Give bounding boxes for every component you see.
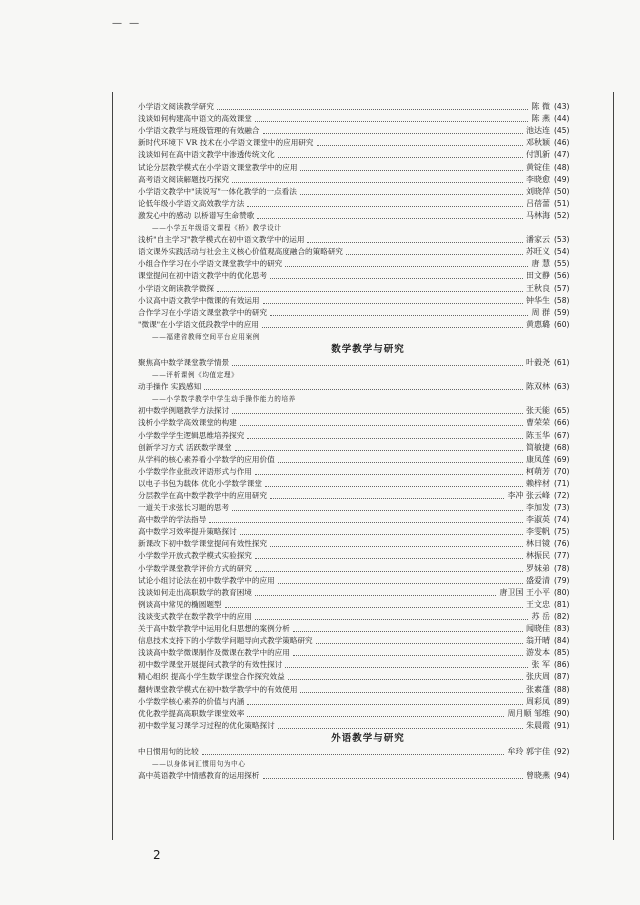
leader-dots bbox=[278, 462, 523, 463]
entry-title: 初中数学复习课学习过程的优化策略探讨 bbox=[138, 720, 275, 730]
entry-page: (80) bbox=[554, 587, 570, 597]
entry-author: 池达连 bbox=[526, 126, 550, 136]
leader-dots bbox=[317, 145, 524, 146]
entry-title: 一道关于求弦长习题的思考 bbox=[138, 503, 230, 513]
entry-author: 赖梓材 bbox=[526, 478, 550, 488]
entry-author: 刘晓萍 bbox=[526, 186, 550, 196]
entry-title: 浅谈如何走出高职数学的教育困境 bbox=[138, 587, 252, 597]
entry-subtitle: ——福建省教师空间平台应用案例 bbox=[152, 332, 260, 341]
entry-title: "微课"在小学语文低段教学中的应用 bbox=[138, 319, 259, 329]
leader-dots bbox=[247, 716, 504, 717]
entry-title: 高中数学习效率提升策略探讨 bbox=[138, 527, 237, 537]
leader-dots bbox=[240, 425, 523, 426]
entry-title: 合作学习在小学语文课堂教学中的研究 bbox=[138, 307, 268, 317]
entry-page: (81) bbox=[554, 599, 570, 609]
entry-page: (60) bbox=[554, 319, 570, 329]
leader-dots bbox=[300, 194, 523, 195]
entry-title: 高中英语教学中情感教育的运用探析 bbox=[138, 771, 260, 781]
toc-entry bbox=[138, 442, 598, 454]
entry-title: 聚焦高中数学课堂教学情景 bbox=[138, 357, 230, 367]
entry-author: 李晓愈 bbox=[526, 174, 550, 184]
entry-page: (45) bbox=[554, 126, 570, 136]
toc-entry bbox=[138, 405, 598, 417]
toc-entry bbox=[138, 319, 598, 331]
entry-page: (91) bbox=[554, 720, 570, 730]
toc-entry bbox=[138, 623, 598, 635]
entry-title: 高考语文阅读解题技巧探究 bbox=[138, 174, 230, 184]
entry-author: 张素蓬 bbox=[526, 684, 550, 694]
leader-dots bbox=[240, 534, 523, 535]
entry-page: (71) bbox=[554, 478, 570, 488]
toc-entry bbox=[138, 611, 598, 623]
entry-title: 小组合作学习在小学语文课堂教学中的研究 bbox=[138, 259, 283, 269]
toc-entry bbox=[138, 599, 598, 611]
entry-title: 浅析"自主学习"教学模式在初中语文教学中的运用 bbox=[138, 235, 305, 245]
leader-dots bbox=[285, 667, 528, 668]
entry-page: (89) bbox=[554, 696, 570, 706]
toc-entry bbox=[138, 113, 598, 125]
leader-dots bbox=[270, 498, 504, 499]
leader-dots bbox=[247, 438, 523, 439]
leader-dots bbox=[232, 413, 523, 414]
entry-page: (58) bbox=[554, 295, 570, 305]
toc-entry bbox=[138, 258, 598, 270]
entry-title: 新课改下初中数学课堂提问有效性探究 bbox=[138, 539, 268, 549]
leader-dots bbox=[300, 170, 523, 171]
toc-entry bbox=[138, 587, 598, 599]
leader-dots bbox=[278, 728, 523, 729]
entry-page: (86) bbox=[554, 660, 570, 670]
entry-title: 初中数学课堂开展提问式教学的有效性探讨 bbox=[138, 660, 283, 670]
entry-author: 陈 燕 bbox=[531, 114, 550, 124]
entry-title: 精心组织 提高小学生数学课堂合作探究效益 bbox=[138, 672, 285, 682]
toc-entry bbox=[138, 478, 598, 490]
entry-title: 小学语文教学与班级管理的有效融合 bbox=[138, 126, 260, 136]
entry-page: (76) bbox=[554, 539, 570, 549]
entry-page: (73) bbox=[554, 503, 570, 513]
entry-author: 付凯新 bbox=[526, 150, 550, 160]
entry-page: (49) bbox=[554, 174, 570, 184]
toc-entry bbox=[138, 282, 598, 294]
entry-page: (87) bbox=[554, 672, 570, 682]
leader-dots bbox=[257, 218, 523, 219]
entry-author: 康凤莲 bbox=[526, 454, 550, 464]
entry-title: 小学数学课堂教学评价方式的研究 bbox=[138, 563, 252, 573]
toc-entry bbox=[138, 149, 598, 161]
entry-author: 翁开晴 bbox=[526, 636, 550, 646]
toc-entry bbox=[138, 125, 598, 137]
entry-subtitle: ——小学五年级语文课程《桥》教学设计 bbox=[152, 223, 282, 232]
entry-page: (52) bbox=[554, 210, 570, 220]
entry-title: 创新学习方式 活跃数学课堂 bbox=[138, 442, 232, 452]
entry-page: (59) bbox=[554, 307, 570, 317]
entry-author: 周月顺 邹维 bbox=[507, 708, 550, 718]
toc-entry bbox=[138, 101, 598, 113]
leader-dots bbox=[293, 655, 523, 656]
toc-entry bbox=[138, 514, 598, 526]
entry-subtitle: ——评析课例《均值定理》 bbox=[152, 370, 239, 379]
entry-page: (47) bbox=[554, 150, 570, 160]
entry-page: (78) bbox=[554, 563, 570, 573]
entry-author: 张 军 bbox=[531, 660, 550, 670]
toc-entry bbox=[138, 683, 598, 695]
entry-author: 邓秋颖 bbox=[526, 138, 550, 148]
toc-entry bbox=[138, 417, 598, 429]
entry-page: (43) bbox=[554, 102, 570, 112]
entry-title: 小学数学开放式教学模式实验探究 bbox=[138, 551, 252, 561]
entry-author: 李冲 张云峰 bbox=[507, 491, 550, 500]
entry-author: 陈双林 bbox=[526, 382, 550, 392]
entry-page: (85) bbox=[554, 648, 570, 658]
entry-author: 钟华生 bbox=[526, 295, 550, 305]
entry-title: 例谈高中常见的椭圆题型 bbox=[138, 599, 222, 609]
entry-page: (69) bbox=[554, 454, 570, 464]
toc-entry bbox=[138, 357, 598, 369]
entry-page: (57) bbox=[554, 283, 570, 293]
entry-author: 林振民 bbox=[526, 551, 550, 561]
entry-page: (74) bbox=[554, 515, 570, 525]
leader-dots bbox=[346, 254, 523, 255]
entry-title: 信息技术支持下的小学数学问题导向式教学策略研究 bbox=[138, 636, 313, 646]
entry-title: 关于高中数学教学中运用化归思想的案例分析 bbox=[138, 624, 290, 634]
leader-dots bbox=[247, 206, 523, 207]
top-mark: — — bbox=[112, 18, 142, 29]
entry-title: 优化教学提高高职数学课堂效率 bbox=[138, 708, 245, 718]
entry-page: (51) bbox=[554, 198, 570, 208]
entry-title: 从学科的核心素养看小学数学的应用价值 bbox=[138, 454, 275, 464]
entry-title: 新时代环境下 VR 技术在小学语文课堂中的应用研究 bbox=[138, 138, 314, 148]
toc-entry bbox=[138, 746, 598, 758]
section-heading: 数学教学与研究 bbox=[331, 343, 405, 355]
entry-title: 动手操作 实践感知 bbox=[138, 382, 202, 392]
entry-page: (94) bbox=[554, 771, 570, 781]
leader-dots bbox=[209, 522, 523, 523]
entry-title: 分层教学在高中数学教学中的应用研究 bbox=[138, 491, 268, 500]
entry-author: 李加发 bbox=[526, 503, 550, 513]
entry-title: 浅析小学数学高效课堂的构建 bbox=[138, 418, 237, 428]
leader-dots bbox=[293, 631, 523, 632]
entry-page: (66) bbox=[554, 418, 570, 428]
toc-entry bbox=[138, 174, 598, 186]
toc-entry bbox=[138, 234, 598, 246]
page-number: 2 bbox=[153, 848, 161, 862]
leader-dots bbox=[247, 704, 523, 705]
leader-dots bbox=[232, 182, 523, 183]
toc-entry bbox=[138, 708, 598, 720]
toc-entry bbox=[138, 454, 598, 466]
toc-entry bbox=[138, 307, 598, 319]
entry-page: (84) bbox=[554, 636, 570, 646]
entry-author: 潘家云 bbox=[526, 235, 550, 245]
entry-author: 李雯帆 bbox=[526, 527, 550, 537]
entry-page: (67) bbox=[554, 430, 570, 440]
entry-author: 闻晓佳 bbox=[526, 624, 550, 634]
toc-entry bbox=[138, 575, 598, 587]
toc-entry bbox=[138, 635, 598, 647]
entry-title: 课堂提问在初中语文教学中的优化思考 bbox=[138, 271, 268, 281]
entry-page: (75) bbox=[554, 527, 570, 537]
entry-page: (44) bbox=[554, 114, 570, 124]
toc-entry bbox=[138, 295, 598, 307]
entry-author: 吕蓓蕾 bbox=[526, 198, 550, 208]
entry-author: 柯萌芳 bbox=[526, 466, 550, 476]
toc-entry bbox=[138, 526, 598, 538]
entry-author: 叶毅尧 bbox=[526, 357, 550, 367]
entry-page: (61) bbox=[554, 357, 570, 367]
leader-dots bbox=[217, 109, 529, 110]
leader-dots bbox=[300, 692, 523, 693]
entry-title: 小学数学学生逻辑思维培养探究 bbox=[138, 430, 245, 440]
leader-dots bbox=[285, 266, 528, 267]
entry-author: 简敏捷 bbox=[526, 442, 550, 452]
entry-page: (48) bbox=[554, 162, 570, 172]
toc-entry bbox=[138, 137, 598, 149]
toc-entry bbox=[138, 381, 598, 393]
entry-author: 游发本 bbox=[526, 648, 550, 658]
entry-page: (56) bbox=[554, 271, 570, 281]
entry-page: (90) bbox=[554, 708, 570, 718]
entry-page: (63) bbox=[554, 382, 570, 392]
leader-dots bbox=[278, 583, 523, 584]
entry-author: 张庆周 bbox=[526, 672, 550, 682]
entry-title: 浅谈变式教学在数学教学中的应用 bbox=[138, 611, 252, 621]
toc-entry bbox=[138, 490, 598, 502]
leader-dots bbox=[204, 389, 523, 390]
entry-page: (92) bbox=[554, 746, 570, 756]
leader-dots bbox=[255, 558, 523, 559]
leader-dots bbox=[316, 643, 523, 644]
entry-author: 王文忠 bbox=[526, 599, 550, 609]
leader-dots bbox=[263, 133, 524, 134]
entry-author: 曹荣荣 bbox=[526, 418, 550, 428]
leader-dots bbox=[255, 571, 523, 572]
toc-entry bbox=[138, 659, 598, 671]
leader-dots bbox=[217, 291, 523, 292]
entry-author: 苏 岳 bbox=[531, 611, 550, 621]
entry-page: (53) bbox=[554, 235, 570, 245]
entry-page: (77) bbox=[554, 551, 570, 561]
toc-entry bbox=[138, 770, 598, 782]
entry-author: 朱晨霞 bbox=[526, 720, 550, 730]
entry-title: 高中数学的学法指导 bbox=[138, 515, 207, 525]
leader-dots bbox=[255, 121, 529, 122]
entry-page: (65) bbox=[554, 406, 570, 416]
entry-author: 黄惠璐 bbox=[526, 319, 550, 329]
entry-page: (82) bbox=[554, 611, 570, 621]
entry-page: (72) bbox=[554, 491, 570, 500]
entry-page: (79) bbox=[554, 575, 570, 585]
entry-author: 牟玲 郭宇佳 bbox=[507, 746, 550, 756]
leader-dots bbox=[255, 619, 529, 620]
toc-entry bbox=[138, 210, 598, 222]
entry-title: 论低年级小学语文高效教学方法 bbox=[138, 198, 245, 208]
entry-title: 浅谈高中数学微课制作及微课在教学中的应用 bbox=[138, 648, 290, 658]
entry-page: (70) bbox=[554, 466, 570, 476]
entry-title: 小学语文教学中"读说写"一体化教学的一点看法 bbox=[138, 186, 297, 196]
leader-dots bbox=[235, 450, 523, 451]
leader-dots bbox=[270, 546, 523, 547]
toc-entry bbox=[138, 429, 598, 441]
entry-title: 小学语文朗读教学微探 bbox=[138, 283, 214, 293]
toc-entry bbox=[138, 186, 598, 198]
leader-dots bbox=[307, 242, 523, 243]
leader-dots bbox=[262, 327, 523, 328]
entry-title: 小学数学核心素养的价值与内涵 bbox=[138, 696, 245, 706]
entry-page: (55) bbox=[554, 259, 570, 269]
leader-dots bbox=[232, 365, 523, 366]
toc-entry bbox=[138, 270, 598, 282]
toc-entry bbox=[138, 696, 598, 708]
entry-title: 语文课外实践活动与社会主义核心价值观高度融合的策略研究 bbox=[138, 247, 344, 257]
toc-entry bbox=[138, 246, 598, 258]
entry-title: 试论小组讨论法在初中数学教学中的应用 bbox=[138, 575, 275, 585]
leader-dots bbox=[263, 303, 524, 304]
toc-entry bbox=[138, 466, 598, 478]
leader-dots bbox=[270, 278, 523, 279]
entry-title: 小议高中语文教学中微课的有效运用 bbox=[138, 295, 260, 305]
entry-author: 陈玉华 bbox=[526, 430, 550, 440]
entry-title: 激发心中的感动 以桥谱写生命赞歌 bbox=[138, 210, 255, 220]
toc-entry bbox=[138, 161, 598, 173]
leader-dots bbox=[232, 510, 523, 511]
entry-title: 初中数学例题教学方法探讨 bbox=[138, 406, 230, 416]
toc-entry bbox=[138, 671, 598, 683]
table-of-contents bbox=[138, 101, 598, 782]
entry-title: 翻转课堂教学模式在初中数学教学中的有效使用 bbox=[138, 684, 298, 694]
toc-entry bbox=[138, 720, 598, 732]
entry-title: 试论分层教学模式在小学语文课堂教学中的应用 bbox=[138, 162, 298, 172]
toc-entry bbox=[138, 550, 598, 562]
entry-author: 田文静 bbox=[526, 271, 550, 281]
entry-author: 张天能 bbox=[526, 406, 550, 416]
entry-page: (50) bbox=[554, 186, 570, 196]
entry-author: 李淑英 bbox=[526, 515, 550, 525]
leader-dots bbox=[288, 679, 523, 680]
leader-dots bbox=[278, 157, 523, 158]
leader-dots bbox=[270, 315, 528, 316]
entry-title: 浅谈如何在高中语文教学中渗透传统文化 bbox=[138, 150, 275, 160]
entry-author: 曾晓燕 bbox=[526, 771, 550, 781]
entry-subtitle: ——以身体词汇惯用句为中心 bbox=[152, 759, 246, 768]
entry-author: 周 群 bbox=[531, 307, 550, 317]
entry-author: 黄锭佳 bbox=[526, 162, 550, 172]
leader-dots bbox=[255, 474, 523, 475]
entry-title: 以电子书包为载体 优化小学数学课堂 bbox=[138, 478, 262, 488]
entry-subtitle: ——小学数学教学中学生动手操作能力的培养 bbox=[152, 395, 296, 404]
toc-entry bbox=[138, 198, 598, 210]
toc-entry bbox=[138, 538, 598, 550]
entry-author: 王秋良 bbox=[526, 283, 550, 293]
leader-dots bbox=[255, 595, 497, 596]
entry-page: (46) bbox=[554, 138, 570, 148]
section-heading: 外语教学与研究 bbox=[331, 732, 405, 744]
entry-title: 浅谈如何构建高中语文的高效课堂 bbox=[138, 114, 252, 124]
entry-title: 小学数学作业批改评语形式与作用 bbox=[138, 466, 252, 476]
leader-dots bbox=[263, 778, 524, 779]
leader-dots bbox=[265, 486, 523, 487]
entry-author: 盛爱清 bbox=[526, 575, 550, 585]
leader-dots bbox=[202, 754, 505, 755]
toc-entry bbox=[138, 502, 598, 514]
toc-entry bbox=[138, 562, 598, 574]
entry-page: (54) bbox=[554, 247, 570, 257]
entry-page: (83) bbox=[554, 624, 570, 634]
entry-title: 中日惯用句的比较 bbox=[138, 746, 199, 756]
entry-author: 林日镜 bbox=[526, 539, 550, 549]
leader-dots bbox=[225, 607, 523, 608]
entry-author: 唐卫国 王小平 bbox=[499, 587, 550, 597]
toc-entry bbox=[138, 647, 598, 659]
entry-page: (88) bbox=[554, 684, 570, 694]
entry-author: 唐 慧 bbox=[531, 259, 550, 269]
entry-author: 周彩凤 bbox=[526, 696, 550, 706]
entry-author: 马林海 bbox=[526, 210, 550, 220]
entry-author: 罗妹弟 bbox=[526, 563, 550, 573]
entry-author: 陈 微 bbox=[531, 102, 550, 112]
entry-page: (68) bbox=[554, 442, 570, 452]
entry-author: 苏旺义 bbox=[526, 247, 550, 257]
entry-title: 小学语文阅读教学研究 bbox=[138, 102, 214, 112]
